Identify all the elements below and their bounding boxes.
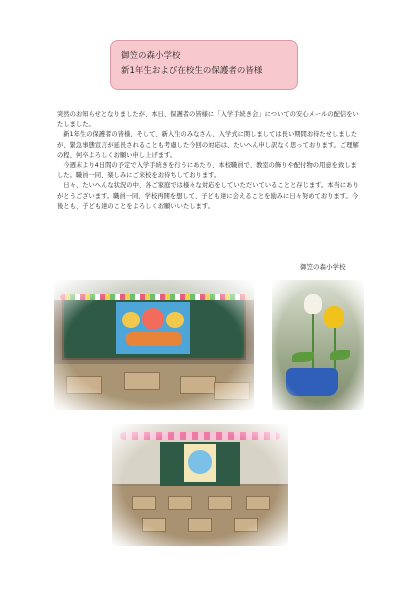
poster — [184, 444, 216, 482]
desk — [124, 372, 160, 390]
paragraph-2: 新1年生の保護者の皆様、そして、新入生のみなさん、入学式に関しましては長い期間お待たせしましたが、緊急事態宣言が延長されることも考慮した今回の対応は、たいへん申し訳なく思っております。ご理解の程、何卒よろしくお願い申し上げます。 — [57, 131, 359, 159]
blue-pot — [286, 368, 338, 396]
paragraph-4: 日々、たいへんな状況の中、各ご家庭では様々な対応をしていただいていることと存じます。本当にありがとうございます。職員一同、学校再開を想して、子ども達に会えることを励みに日々努めております。今後とも、子ども達のことをよろしくお願いいたします。 — [57, 182, 359, 210]
desk — [180, 376, 216, 394]
yellow-tulip — [324, 306, 344, 328]
desk — [208, 496, 232, 510]
white-tulip — [304, 294, 322, 314]
desk — [168, 496, 192, 510]
desk — [188, 518, 212, 532]
paragraph-1: 突然のお知らせとなりましたが、本日、保護者の皆様に「入学手続き会」についての安心メールの配信をいたしました。 — [57, 111, 359, 129]
desk — [214, 382, 250, 400]
paragraph-3: 今週末より4日間の予定で入学手続きを行うにあたり、本校職員で、教室の飾りや配付物の用意を致しました。職員一同、楽しみにご来校をお待ちしております。 — [57, 162, 357, 180]
desk — [246, 496, 270, 510]
desk — [234, 518, 258, 532]
recipients-line: 新1年生および在校生の保護者の皆様 — [121, 66, 263, 76]
floor — [112, 486, 288, 546]
desk — [132, 496, 156, 510]
garland — [120, 432, 280, 440]
classroom-decoration-photo — [54, 280, 254, 410]
poster — [116, 302, 190, 354]
leaf — [330, 350, 350, 360]
tulip-photo — [272, 280, 364, 410]
classroom-wide-photo — [112, 424, 288, 546]
signature: 御笠の森小学校 — [300, 263, 346, 271]
leaf — [292, 352, 314, 362]
letter-body — [57, 110, 362, 212]
garland — [60, 294, 248, 300]
desk — [66, 376, 102, 394]
title-box — [110, 40, 298, 90]
school-name: 御笠の森小学校 — [121, 51, 181, 61]
desk — [142, 518, 166, 532]
